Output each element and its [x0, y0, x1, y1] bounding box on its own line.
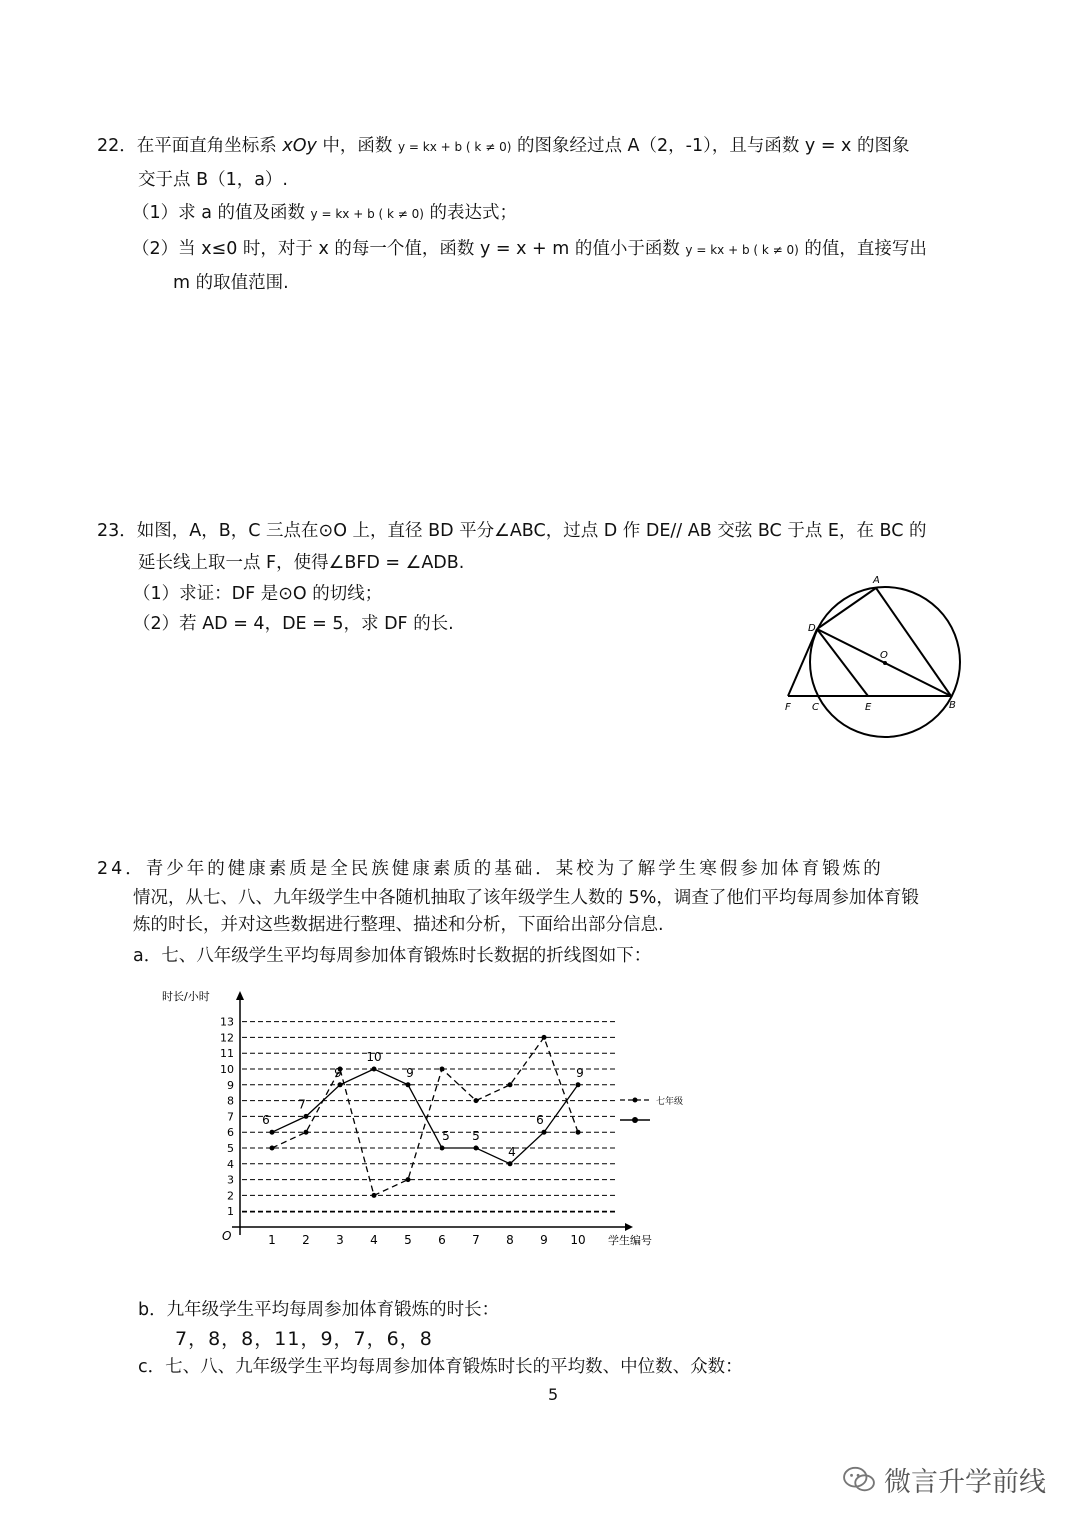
line-ab	[876, 588, 951, 696]
x-tick-label-7: 7	[472, 1233, 480, 1247]
series-1-point-5	[406, 1177, 411, 1182]
q24-b-values: 7，8，8，11，9，7，6，8	[175, 1328, 433, 1350]
y-tick-label-8: 8	[227, 1094, 234, 1108]
watermark-text: 微言升学前线	[884, 1467, 1046, 1498]
y-tick-label-4: 4	[227, 1157, 234, 1171]
series-1-point-4	[372, 1193, 377, 1198]
label-o: O	[880, 650, 888, 661]
circle-geometry-figure	[775, 570, 975, 740]
series-1-point-6	[440, 1067, 445, 1072]
data-label-2: 7	[298, 1097, 306, 1112]
y-tick-label-6: 6	[227, 1126, 234, 1140]
origin-label: O	[222, 1229, 232, 1243]
series-2-point-9	[542, 1130, 547, 1135]
y-tick-label-7: 7	[227, 1110, 234, 1124]
watermark	[842, 1460, 1046, 1499]
q22-line1: 22．在平面直角坐标系 xOy 中，函数 y = kx + b ( k ≠ 0) 的图象经过点 A（2，-1），且与函数 y = x 的图象	[97, 136, 910, 156]
line-de	[817, 629, 868, 696]
series-2-point-5	[406, 1082, 411, 1087]
q24-b-line: b．九年级学生平均每周参加体育锻炼的时长：	[138, 1300, 500, 1320]
series-2-point-1	[270, 1130, 275, 1135]
y-tick-label-3: 3	[227, 1173, 234, 1187]
q23-part2: （2）若 AD = 4，DE = 5，求 DF 的长.	[133, 614, 454, 634]
x-tick-label-1: 1	[268, 1233, 276, 1247]
x-tick-label-8: 8	[506, 1233, 514, 1247]
y-tick-label-12: 12	[220, 1031, 234, 1045]
data-label-5: 9	[406, 1065, 414, 1080]
y-axis-label: 时长/小时	[162, 990, 210, 1003]
y-tick-label-10: 10	[220, 1063, 234, 1076]
q23-line1: 23．如图，A，B，C 三点在⊙O 上，直径 BD 平分∠ABC，过点 D 作 DE// AB 交弦 BC 于点 E，在 BC 的	[97, 521, 927, 541]
chart-axes	[162, 989, 652, 1247]
q22-part1: （1）求 a 的值及函数 y = kx + b ( k ≠ 0) 的表达式；	[132, 203, 518, 223]
series-2-point-7	[474, 1146, 479, 1151]
data-label-9: 6	[536, 1113, 544, 1128]
q22-line2: 交于点 B（1，a）.	[138, 170, 288, 190]
x-tick-label-2: 2	[302, 1233, 310, 1247]
y-tick-label-9: 9	[227, 1078, 234, 1092]
x-tick-label-4: 4	[370, 1233, 378, 1247]
q22-part2-cont: m 的取值范围.	[173, 273, 289, 293]
series-2-point-3	[338, 1082, 343, 1087]
legend-solid-marker	[632, 1117, 638, 1123]
series-1-point-8	[508, 1082, 513, 1087]
y-tick-label-2: 2	[227, 1189, 234, 1203]
x-tick-label-5: 5	[404, 1233, 412, 1247]
x-axis-arrow	[625, 1223, 633, 1231]
data-label-4: 10	[366, 1050, 382, 1064]
label-a: A	[873, 575, 880, 586]
y-tick-label-1: 1	[227, 1205, 234, 1219]
wechat-icon	[842, 1466, 876, 1494]
series-2-point-6	[440, 1146, 445, 1151]
series-1-point-10	[576, 1130, 581, 1135]
center-point	[883, 661, 887, 665]
exercise-line-chart	[160, 978, 720, 1268]
x-tick-label-10: 10	[570, 1233, 586, 1247]
y-tick-label-13: 13	[220, 1015, 234, 1029]
label-d: D	[808, 623, 816, 634]
q22-part2: （2）当 x≤0 时，对于 x 的每一个值，函数 y = x + m 的值小于函数 y = kx + b ( k ≠ 0) 的值，直接写出	[132, 239, 927, 259]
y-axis-arrow	[236, 991, 244, 1000]
label-c: C	[812, 702, 819, 713]
q23-line2: 延长线上取一点 F，使得∠BFD = ∠ADB.	[138, 553, 465, 573]
data-label-8: 4	[508, 1144, 516, 1159]
q23-part1: （1）求证：DF 是⊙O 的切线；	[133, 584, 383, 604]
q24-line2: 情况，从七、八、九年级学生中各随机抽取了该年级学生人数的 5%，调查了他们平均每周参加体育锻	[133, 888, 919, 908]
data-label-7: 5	[472, 1129, 480, 1143]
series-2-point-8	[508, 1161, 513, 1166]
y-tick-label-11: 11	[220, 1047, 234, 1061]
series-1-point-7	[474, 1098, 479, 1103]
q24-line1: 24．青少年的健康素质是全民族健康素质的基础．某校为了解学生寒假参加体育锻炼的	[97, 859, 884, 879]
series-1-point-2	[304, 1130, 309, 1135]
series-1-point-1	[270, 1146, 275, 1151]
line-df	[788, 629, 817, 696]
x-tick-label-3: 3	[336, 1233, 344, 1247]
data-label-3: 9	[334, 1065, 342, 1080]
series-2-point-10	[576, 1082, 581, 1087]
label-b: B	[949, 700, 956, 711]
chart-legend	[620, 1095, 683, 1123]
page-number: 5	[548, 1385, 559, 1404]
x-tick-label-9: 9	[540, 1233, 548, 1247]
label-e: E	[865, 702, 872, 713]
series-2-point-2	[304, 1114, 309, 1119]
chart-grid	[242, 1022, 615, 1212]
series-2-point-4	[372, 1067, 377, 1072]
data-label-6: 5	[442, 1129, 450, 1143]
data-label-1: 6	[262, 1113, 270, 1128]
series-1-point-9	[542, 1035, 547, 1040]
q24-c-line: c．七、八、九年级学生平均每周参加体育锻炼时长的平均数、中位数、众数：	[138, 1357, 743, 1377]
q24-a-line: a．七、八年级学生平均每周参加体育锻炼时长数据的折线图如下：	[133, 946, 652, 966]
y-tick-label-5: 5	[227, 1142, 234, 1155]
label-f: F	[785, 702, 791, 713]
x-tick-label-6: 6	[438, 1233, 446, 1247]
line-da	[817, 588, 876, 629]
legend-dashed-marker	[633, 1098, 638, 1103]
legend-label-1: 七年级	[656, 1097, 684, 1107]
x-axis-label: 学生编号	[608, 1234, 652, 1247]
data-label-10: 9	[576, 1065, 584, 1080]
q24-line3: 炼的时长，并对这些数据进行整理、描述和分析，下面给出部分信息.	[133, 915, 664, 935]
